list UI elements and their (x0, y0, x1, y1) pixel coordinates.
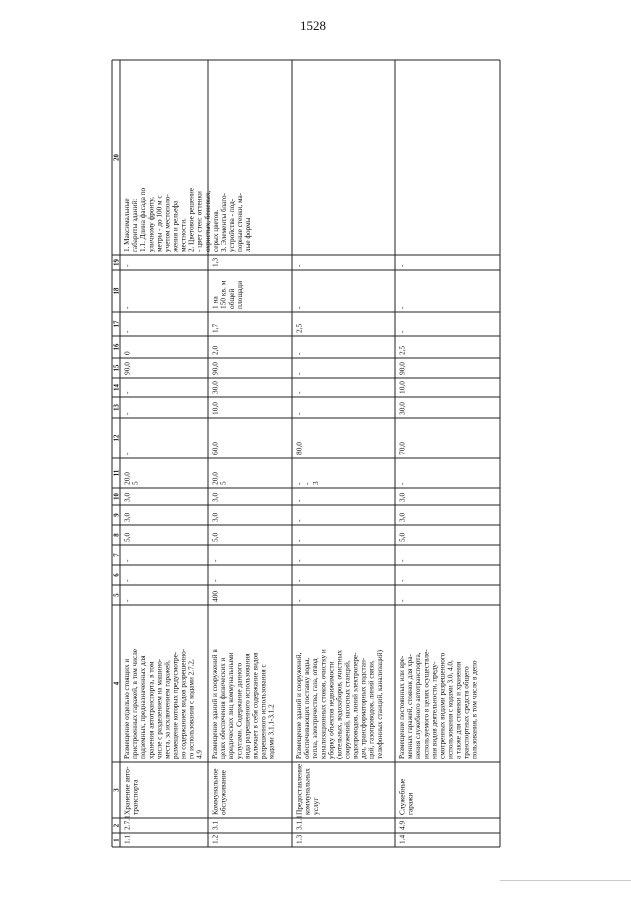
row-1-col-4-line-0: Размещение отдельно стоящих и (123, 658, 132, 759)
row-1-col-20-line-9: - цвет стен: оттенки (195, 191, 204, 252)
row-1-col-11-line-1: 5 (130, 481, 140, 485)
row-4-col-14: 10,0 (397, 381, 407, 394)
header-number-18: 18 (113, 287, 121, 295)
row-1-col-7: - (122, 559, 132, 562)
row-1-col-4-line-6: размещение которых предусмотре- (171, 651, 180, 759)
header-number-7: 7 (113, 553, 121, 557)
header-number-5: 5 (113, 593, 121, 597)
row-4-col-4-line-1: менных гаражей, стоянок для хра- (406, 654, 415, 759)
row-2-col-7: - (210, 559, 220, 562)
page-number: 1528 (300, 18, 326, 33)
row-2-col-6: - (210, 579, 220, 582)
row-2-col-12: 60,0 (210, 442, 220, 455)
row-2-col-4-line-1: целях обеспечения физических и (219, 657, 228, 759)
row-2-col-11-line-0: 20,0 (210, 472, 220, 485)
row-3-col-3-line-2: услуг (310, 797, 320, 815)
row-2-col-4-line-2: юридических лиц коммунальными (227, 652, 236, 759)
row-4-col-13: 30,0 (397, 402, 407, 415)
row-3-col-8: - (294, 539, 304, 542)
row-1-col-4-line-1: пристроенных гаражей, в том числе (131, 649, 140, 759)
row-1-col-17: - (122, 330, 132, 333)
row-4-col-7: - (397, 559, 407, 562)
row-4-col-18: - (397, 306, 407, 309)
header-number-16: 16 (113, 343, 121, 351)
row-1-col-20-line-11: серых цветов. (211, 209, 220, 252)
header-number-6: 6 (113, 573, 121, 577)
row-1-col-5: - (122, 599, 132, 602)
row-3-col-4-line-1: обеспечивающих поставку воды, (303, 657, 312, 759)
scan-edge-line (500, 880, 631, 881)
row-1-col-20-line-15: лые формы (244, 217, 253, 252)
row-4-col-4-line-8: транспортных средств общего (462, 666, 471, 759)
row-4-col-12: 70,0 (397, 442, 407, 455)
row-1-col-20-line-13: устройства - под- (227, 198, 236, 252)
row-1-col-20-line-8: 2. Цветовое решение (187, 188, 196, 252)
row-2-col-4-line-7: кодами 3.1.1-3.1.2 (267, 704, 276, 759)
row-4-col-3-line-0: Служебные (397, 778, 407, 815)
row-4-col-4-line-2: нения служебного автотранспорта, (414, 652, 423, 759)
header-number-4: 4 (113, 681, 121, 686)
row-1-col-20-line-2: 1.1. Длина фасада по (139, 187, 148, 252)
row-4-col-4-line-9: пользования, в том числе в депо (470, 660, 479, 759)
header-number-17: 17 (113, 320, 121, 328)
header-number-11: 11 (113, 469, 121, 477)
row-1-col-16: 0 (122, 351, 132, 355)
row-1-col-20-line-0: 1. Максимальные (123, 198, 132, 252)
row-2-col-8: 5,0 (210, 532, 220, 542)
row-3-col-16: - (294, 352, 304, 355)
row-2-col-18-line-2: общей (226, 288, 236, 309)
table-cells (114, 154, 479, 845)
row-4-col-4-line-4: ния видов деятельности, преду- (430, 661, 439, 759)
row-2-col-17: 1,7 (210, 323, 220, 333)
row-1-col-12: - (122, 452, 132, 455)
header-number-2: 2 (113, 823, 121, 828)
row-2-col-19: 1,3 (210, 257, 220, 267)
row-3-col-11-line-1: - (302, 482, 312, 485)
row-3-col-15: - (294, 372, 304, 375)
row-1-col-20-line-4: метры - до 100 м с (155, 195, 164, 252)
row-3-col-7: - (294, 559, 304, 562)
row-4-col-17: - (397, 330, 407, 333)
row-3-col-9: - (294, 519, 304, 522)
row-3-col-4-line-2: тепла, электричества, газа, отвод (311, 658, 320, 759)
row-1-col-4-line-9: 4.9 (195, 750, 204, 759)
row-1-col-20-line-10: охристых, бежевых, (203, 190, 212, 252)
row-2-col-4-line-6: разрешенного использования с (259, 664, 268, 759)
row-3-col-2: 3.1.1 (294, 815, 304, 830)
row-3-col-4-line-7: водопроводов, линий электропере- (351, 652, 360, 759)
row-2-col-4-line-5: включает в себя содержание видов (251, 652, 260, 759)
row-1-col-4-line-4: числе с разделением на машино- (155, 658, 164, 759)
row-2-col-1: 1.2 (210, 834, 220, 844)
row-3-col-4-line-0: Размещение зданий и сооружений, (295, 652, 304, 759)
row-1-col-20-line-14: порные стенки, ма- (236, 192, 245, 252)
header-number-8: 8 (113, 533, 121, 537)
row-3-col-4-line-10: телефонных станций, канализаций) (375, 649, 384, 759)
row-1-col-3-line-1: транспорта (130, 779, 140, 815)
row-3-col-19: - (294, 264, 304, 267)
row-1-col-1: 1.1 (122, 834, 132, 844)
row-2-col-3-line-1: обслуживание (218, 770, 228, 815)
row-3-col-11-line-2: 3 (310, 481, 320, 485)
row-1-col-3-line-0: Хранение авто- (122, 766, 132, 815)
header-number-10: 10 (113, 493, 121, 500)
row-4-col-4-line-3: используемого в целях осуществле- (422, 649, 431, 759)
row-3-col-12: 80,0 (294, 442, 304, 455)
row-2-col-4-line-3: услугами. Содержание данного (235, 662, 244, 759)
row-3-col-14: - (294, 391, 304, 394)
row-2-col-5: 400 (210, 590, 220, 602)
row-3-col-3-line-1: коммунальных (302, 768, 312, 815)
row-2-col-18-line-0: 1 на (210, 296, 220, 309)
row-1-col-4-line-8: го использования с кодами 2.7.2, (187, 659, 196, 759)
row-1-col-8: 5,0 (122, 532, 132, 542)
row-2-col-9: 3,0 (210, 512, 220, 522)
row-1-col-20-line-5: учетом местополо- (163, 194, 172, 252)
row-4-col-6: - (397, 579, 407, 582)
row-1-col-14: - (122, 391, 132, 394)
row-1-col-6: - (122, 579, 132, 582)
row-4-col-11: - (397, 482, 407, 485)
row-3-col-4-line-6: сооружений, насосных станций, (343, 660, 352, 759)
row-1-col-4-line-2: подземных, предназначенных для (139, 655, 148, 759)
row-1-col-2: 2.7.1 (122, 815, 132, 830)
row-4-col-15: 90,0 (397, 362, 407, 375)
row-4-col-4-line-0: Размещение постоянных или вре- (398, 655, 407, 759)
row-2-col-4-line-4: вида разрешенного использования (243, 653, 252, 759)
row-2-col-3-line-0: Коммунальное (210, 768, 220, 815)
header-number-19: 19 (113, 259, 121, 266)
row-1-col-18: - (122, 306, 132, 309)
row-4-col-4-line-7: а также для стоянки и хранения (454, 661, 463, 759)
row-1-col-20-line-3: уличному фронту, (147, 197, 156, 252)
header-number-1: 1 (113, 838, 121, 842)
row-3-col-4-line-4: уборку объектов недвижимости (327, 661, 336, 759)
header-number-20: 20 (113, 154, 121, 161)
row-3-col-3-line-0: Предоставление (294, 763, 304, 815)
row-3-col-4-line-3: канализационных стоков, очистку и (319, 649, 328, 759)
row-1-col-13: - (122, 412, 132, 415)
header-number-12: 12 (113, 434, 121, 442)
row-1-col-4-line-3: хранения автотранспорта, в том (147, 661, 156, 759)
row-1-col-9: 3,0 (122, 512, 132, 522)
row-2-col-18-line-3: площади (235, 280, 245, 309)
row-3-col-6: - (294, 579, 304, 582)
header-number-15: 15 (113, 364, 121, 372)
row-4-col-8: 5,0 (397, 532, 407, 542)
row-2-col-10: 3,0 (210, 492, 220, 502)
row-2-col-11-line-1: 5 (218, 481, 228, 485)
row-4-col-4-line-6: использования с кодами 3.0, 4.0, (446, 660, 455, 759)
row-3-col-4-line-5: (котельных, водозаборов, очистных (335, 650, 344, 759)
row-1-col-20-line-7: местности. (179, 218, 188, 252)
row-4-col-9: 3,0 (397, 512, 407, 522)
row-2-col-18-line-1: 150 кв. м (218, 280, 228, 309)
row-3-col-1: 1.3 (294, 834, 304, 844)
row-3-col-4-line-9: ций, газопроводов, линий связи, (367, 660, 376, 759)
row-3-col-5: - (294, 599, 304, 602)
row-1-col-20-line-12: 3. Элементы благо- (219, 193, 228, 252)
row-3-col-10: - (294, 499, 304, 502)
row-2-col-15: 90,0 (210, 362, 220, 375)
row-4-col-10: 3,0 (397, 492, 407, 502)
row-4-col-5: - (397, 599, 407, 602)
row-1-col-20-line-1: габариты зданий: (131, 198, 140, 252)
row-2-col-14: 30,0 (210, 381, 220, 394)
row-1-col-19: - (122, 264, 132, 267)
row-4-col-16: 2,5 (397, 345, 407, 355)
row-3-col-13: - (294, 412, 304, 415)
row-3-col-17: 2,5 (294, 323, 304, 333)
row-2-col-2: 3.1 (210, 820, 220, 830)
row-4-col-1: 1.4 (397, 834, 407, 844)
row-1-col-11-line-0: 20,0 (122, 472, 132, 485)
header-number-9: 9 (113, 513, 121, 517)
row-3-col-18: - (294, 306, 304, 309)
row-1-col-4-line-5: места, за исключением гаражей, (163, 660, 172, 759)
row-3-col-4-line-8: дач, трансформаторных подстан- (359, 657, 368, 759)
header-number-14: 14 (113, 384, 121, 391)
row-4-col-2: 4.9 (397, 820, 407, 830)
row-2-col-16: 2,0 (210, 345, 220, 355)
row-1-col-20-line-6: жения и рельефа (171, 200, 180, 252)
header-number-13: 13 (113, 404, 121, 411)
header-number-3: 3 (113, 788, 121, 792)
row-1-col-10: 3,0 (122, 492, 132, 502)
row-4-col-3-line-1: гаражи (405, 792, 415, 815)
row-1-col-15: 90,0 (122, 362, 132, 375)
row-1-col-4-line-7: но содержанием видов разрешенно- (179, 648, 188, 759)
row-2-col-13: 10,0 (210, 402, 220, 415)
row-3-col-11-line-0: - (294, 482, 304, 485)
row-4-col-19: - (397, 264, 407, 267)
row-4-col-4-line-5: смотренных видами разрешенного (438, 652, 447, 759)
row-2-col-4-line-0: Размещение зданий и сооружений в (211, 649, 220, 759)
